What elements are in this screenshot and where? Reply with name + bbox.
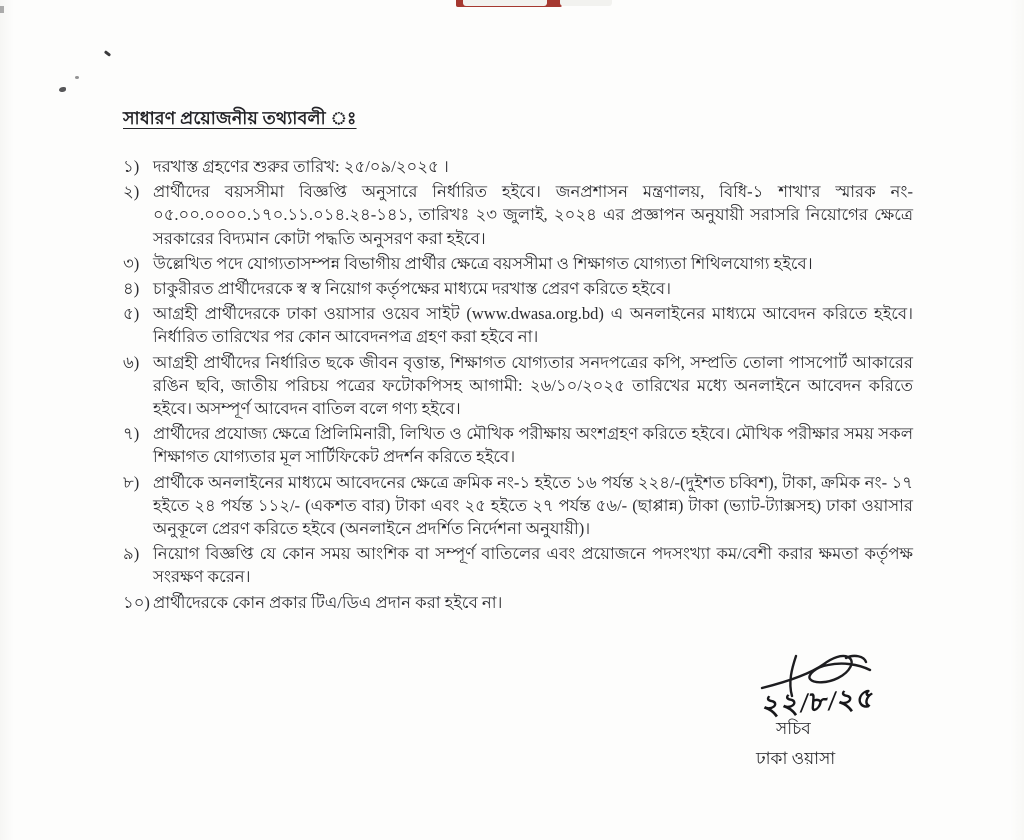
list-item-6 bbox=[123, 351, 913, 421]
item-number: ৩) bbox=[123, 253, 140, 273]
item-number: ৯) bbox=[123, 544, 140, 564]
item-text: আগ্রহী প্রার্থীদের নির্ধারিত ছকে জীবন বৃত্তান্ত, শিক্ষাগত যোগ্যতার সনদপত্রের কপি, সম্প্রতি তোলা পাসপোর্ট আকারের রঙিন ছবি, জাতীয় পরিচয় পত্রের ফটোকপিসহ আগামী: ২৬/১০/২০২৫ তারিখের মধ্যে অনলাইনে আবেদন করিতে হইবে। অসম্পূর্ণ আবেদন বাতিল বলে গণ্য হইবে। bbox=[153, 352, 913, 419]
item-number: ১০) bbox=[123, 592, 150, 612]
item-number: ২) bbox=[123, 182, 140, 202]
item-text: প্রার্থীদেরকে কোন প্রকার টিএ/ডিএ প্রদান করা হইবে না। bbox=[153, 592, 503, 612]
item-text: নিয়োগ বিজ্ঞপ্তি যে কোন সময় আংশিক বা সম্পূর্ণ বাতিলের এবং প্রয়োজনে পদসংখ্যা কম/বেশী করার ক্ষমতা কর্তৃপক্ষ সংরক্ষণ করেন। bbox=[153, 544, 913, 587]
signatory-title: সচিব bbox=[776, 719, 811, 738]
scan-smudge bbox=[463, 0, 547, 6]
notice-body bbox=[123, 106, 913, 616]
item-text: প্রার্থীকে অনলাইনের মাধ্যমে আবেদনের ক্ষেত্রে ক্রমিক নং-১ হইতে ১৬ পর্যন্ত ২২৪/-(দুইশত চব্বিশ), টাকা, ক্রমিক নং- ১৭ হইতে ২৪ পর্যন্ত ১১২/- (একশত বার) টাকা এবং ২৫ হইতে ২৭ পর্যন্ত ৫৬/- (ছাপ্পান্ন) টাকা (ভ্যাট-ট্যাক্সসহ) ঢাকা ওয়াসার অনুকূলে প্রেরণ করিতে হইবে (অনলাইনে প্রদর্শিত নির্দেশনা অনুযায়ী)। bbox=[153, 472, 913, 539]
list-item-9 bbox=[123, 542, 913, 588]
list-item-4 bbox=[123, 277, 913, 300]
list-item-2 bbox=[123, 180, 913, 250]
instruction-list bbox=[123, 155, 913, 614]
list-item-7 bbox=[123, 422, 913, 468]
signatory-organization: ঢাকা ওয়াসা bbox=[756, 749, 836, 768]
item-text: দরখাস্ত গ্রহণের শুরুর তারিখ: ২৫/০৯/২০২৫ । bbox=[153, 157, 449, 176]
scan-speck bbox=[59, 87, 66, 92]
item-number: ৬) bbox=[123, 352, 140, 372]
item-text: উল্লেখিত পদে যোগ্যতাসম্পন্ন বিভাগীয় প্রার্থীর ক্ষেত্রে বয়সসীমা ও শিক্ষাগত যোগ্যতা শিথিলযোগ্য হইবে। bbox=[153, 253, 813, 273]
item-number: ৫) bbox=[123, 304, 140, 324]
section-heading: সাধারণ প্রয়োজনীয় তথ্যাবলী ঃ bbox=[123, 108, 357, 128]
item-text: প্রার্থীদের বয়সসীমা বিজ্ঞপ্তি অনুসারে নির্ধারিত হইবে। জনপ্রশাসন মন্ত্রণালয়, বিধি-১ শাখা'র স্মারক নং- ০৫.০০.০০০০.১৭০.১১.০১৪.২৪-১৪১, তারিখঃ ২৩ জুলাই, ২০২৪ এর প্রজ্ঞাপন অনুযায়ী সরাসরি নিয়োগের ক্ষেত্রে সরকারের বিদ্যমান কোটা পদ্ধতি অনুসরণ করা হইবে। bbox=[153, 182, 913, 248]
scan-smudge bbox=[560, 0, 612, 6]
item-text: আগ্রহী প্রার্থীদেরকে ঢাকা ওয়াসার ওয়েব সাইট (www.dwasa.org.bd) এ অনলাইনের মাধ্যমে আবেদন করিতে হইবে। নির্ধারিত তারিখের পর কোন আবেদনপত্র গ্রহণ করা হইবে না। bbox=[153, 304, 913, 347]
signature-date-handwritten: ২২/৮/২৫ bbox=[761, 682, 877, 723]
list-item-1 bbox=[123, 155, 913, 178]
scan-speck bbox=[104, 50, 111, 57]
item-number: ১) bbox=[123, 157, 140, 176]
item-text: প্রার্থীদের প্রযোজ্য ক্ষেত্রে প্রিলিমিনারী, লিখিত ও মৌখিক পরীক্ষায় অংশগ্রহণ করিতে হইবে। মৌখিক পরীক্ষার সময় সকল শিক্ষাগত যোগ্যতার মূল সার্টিফিকেট প্রদর্শন করিতে হইবে। bbox=[153, 424, 913, 467]
item-number: ৪) bbox=[123, 279, 140, 299]
list-item-3 bbox=[123, 252, 913, 275]
item-number: ৮) bbox=[123, 472, 140, 492]
list-item-5 bbox=[123, 302, 913, 348]
scan-speck bbox=[75, 76, 79, 79]
item-number: ৭) bbox=[123, 424, 140, 444]
list-item-8 bbox=[123, 471, 913, 541]
scan-speck bbox=[0, 6, 4, 13]
signature-block bbox=[752, 650, 942, 790]
item-text: চাকুরীরত প্রার্থীদেরকে স্ব স্ব নিয়োগ কর্তৃপক্ষের মাধ্যমে দরখাস্ত প্রেরণ করিতে হইবে। bbox=[153, 279, 671, 299]
list-item-10 bbox=[123, 591, 913, 614]
